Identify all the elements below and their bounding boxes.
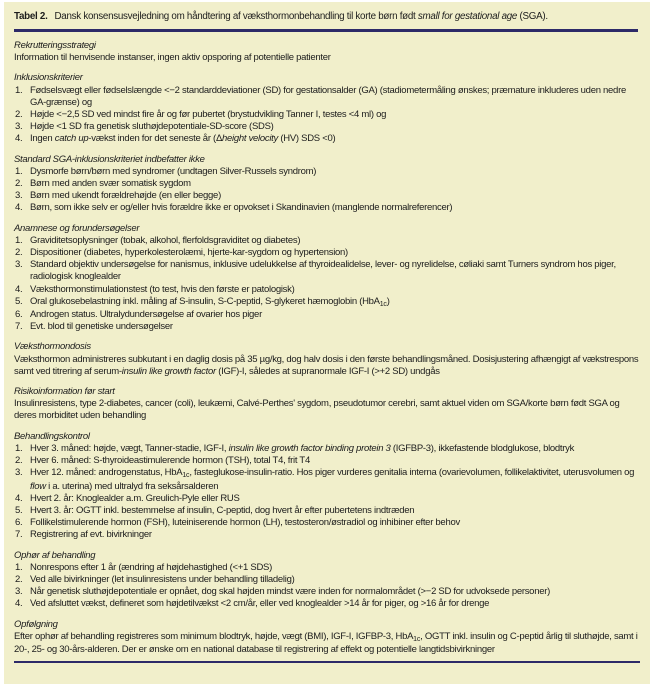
paragraph: [14, 631, 640, 656]
item-number: 3.: [15, 121, 23, 133]
item-number: 2.: [15, 178, 23, 190]
item-text: Højde <−2,5 SD ved mindst fire år og før pubertet (brystudvikling Tanner I, testes <4 ml) og: [30, 109, 387, 121]
section: [13, 619, 640, 657]
item-text: Børn med anden svær somatisk sygdom: [30, 178, 191, 190]
list-item: [13, 259, 640, 283]
list-item: [13, 309, 640, 321]
item-number: 7.: [15, 529, 23, 541]
section-heading: Behandlingskontrol: [14, 430, 90, 442]
list-item: [13, 467, 640, 492]
item-text: Ved afsluttet vækst, defineret som højdetilvækst <2 cm/år, eller ved knoglealder >14 år for piger, og >16 år for drenge: [30, 598, 490, 610]
bottom-rule: [14, 661, 640, 663]
list-item: [13, 505, 640, 517]
list-item: [13, 121, 640, 133]
list-item: [13, 109, 640, 121]
table-2-panel: [4, 2, 650, 684]
item-text: Børn, som ikke selv er og/eller hvis forældre ikke er opvokset i Skandinavien (manglende normalreferencer): [30, 202, 453, 214]
item-number: 4.: [15, 492, 23, 504]
list-item: [13, 85, 640, 109]
item-number: 3.: [15, 259, 23, 271]
item-number: 2.: [15, 455, 23, 467]
section: [13, 550, 640, 611]
list-item: [13, 598, 640, 610]
section-heading: Inklusionskriterier: [14, 72, 83, 84]
item-number: 6.: [15, 517, 23, 529]
item-number: 2.: [15, 247, 23, 259]
list-item: [13, 529, 640, 541]
item-text: Insulinresistens, type 2-diabetes, cancer (coli), leukæmi, Calvé-Perthes' sygdom, pseudotumor cerebri, samt aktuel viden om SGA/korte børn født SGA og deres morbiditet uden behandling: [14, 398, 620, 422]
item-text: Hver 3. måned: højde, vægt, Tanner-stadie, IGF-I, insulin like growth factor binding protein 3 (IGFBP-3), ikkefastende blodglukose, blodtryk: [30, 442, 575, 454]
item-number: 1.: [15, 84, 23, 96]
item-text: Nonrespons efter 1 år (ændring af højdehastighed (<+1 SDS): [30, 561, 272, 573]
item-number: 3.: [15, 467, 23, 479]
paragraph: [14, 354, 640, 378]
section: [13, 40, 640, 64]
item-number: 3.: [15, 190, 23, 202]
item-text: Androgen status. Ultralydundersøgelse af ovarier hos piger: [30, 309, 262, 321]
item-text: Efter ophør af behandling registreres som minimum blodtryk, højde, vægt (BMI), IGF-I, IGFBP-3, HbA$_{1c}$, OGTT inkl. insulin og C-peptid årlig til sluthøjde, samt i 20-, 25- og 30-års-alderen. Der er ønske om en national database til registrering af effekt og potentielle langtidsbivirkninger: [14, 630, 638, 655]
item-text: Dispositioner (diabetes, hyperkolesterolæmi, hjerte-kar-sygdom og hypertension): [30, 247, 348, 259]
section: [13, 223, 640, 334]
item-number: 1.: [15, 165, 23, 177]
section: [13, 154, 640, 215]
item-number: 5.: [15, 295, 23, 307]
item-text: Når genetisk sluthøjdepotentiale er opnået, dog skal højden mindst være inden for normalområdet (>−2 SD for udvoksede personer): [30, 586, 550, 598]
list-item: [13, 493, 640, 505]
item-text: Evt. blod til genetiske undersøgelser: [30, 321, 173, 333]
item-text: Væksthormon administreres subkutant i en daglig dosis på 35 µg/kg, dog halv dosis i den første behandlingsmåned. Dosisjustering afhængigt af vækstrespons samt ved titrering af serum-insulin like growth factor (IGF)-I, således at supranormale IGF-I (>+2 SD) undgås: [14, 353, 639, 377]
list-item: [13, 133, 640, 145]
table-caption: [14, 11, 639, 23]
list-item: [13, 562, 640, 574]
item-text: Standard objektiv undersøgelse for nanismus, inklusive udelukkelse af thyroidealidelse, lever- og nyrelidelse, cøliaki samt Turners syndrom hos piger, radiologisk knoglealder: [30, 259, 616, 283]
section-heading: Ophør af behandling: [14, 549, 96, 561]
item-text: Oral glukosebelastning inkl. måling af S-insulin, S-C-peptid, S-glykeret hæmoglobin (HbA$_{1c}$): [30, 295, 390, 308]
item-number: 4.: [15, 598, 23, 610]
list-item: [13, 321, 640, 333]
list-item: [13, 190, 640, 202]
item-text: Registrering af evt. bivirkninger: [30, 529, 152, 541]
section: [13, 72, 640, 145]
paragraph: [14, 52, 640, 64]
item-number: 6.: [15, 309, 23, 321]
list-item: [13, 247, 640, 259]
paragraph: [14, 398, 640, 422]
list-item: [13, 235, 640, 247]
item-number: 1.: [15, 234, 23, 246]
item-text: Ved alle bivirkninger (let insulinresistens under behandling tilladelig): [30, 573, 295, 585]
item-text: Follikelstimulerende hormon (FSH), luteiniserende hormon (LH), testosteron/østradiol og inhibiner efter behov: [30, 517, 460, 529]
list-item: [13, 296, 640, 309]
sections-container: [13, 40, 640, 656]
list-item: [13, 284, 640, 296]
table-label: Tabel 2.: [14, 11, 48, 22]
section-heading: Væksthormondosis: [14, 341, 91, 353]
table-caption-text: Dansk konsensusvejledning om håndtering af væksthormonbehandling til korte børn født small for gestational age (SGA).: [54, 11, 548, 22]
item-number: 3.: [15, 586, 23, 598]
section-heading: Rekrutteringsstrategi: [14, 40, 96, 51]
item-text: Hvert 3. år: OGTT inkl. bestemmelse af insulin, C-peptid, dog hvert år efter pubertetens indtræden: [30, 504, 415, 516]
item-number: 1.: [15, 561, 23, 573]
item-text: Fødselsvægt eller fødselslængde <−2 standarddeviationer (SD) for gestationsalder (GA) (stadiometermåling ønskes; præmature inkluderes uden nedre GA-grænse) og: [30, 84, 626, 108]
list-item: [13, 586, 640, 598]
item-number: 5.: [15, 504, 23, 516]
section-heading: Opfølgning: [14, 618, 58, 630]
table-2-inner: [4, 2, 650, 656]
item-text: Væksthormonstimulationstest (to test, hvis den første er patologisk): [30, 283, 295, 295]
list-item: [13, 202, 640, 214]
item-text: Højde <1 SD fra genetisk sluthøjdepotentiale-SD-score (SDS): [30, 121, 274, 133]
list-item: [13, 455, 640, 467]
section: [13, 431, 640, 542]
item-number: 2.: [15, 573, 23, 585]
item-text: Ingen catch up-vækst inden for det seneste år (Δheight velocity (HV) SDS <0): [30, 133, 336, 145]
item-number: 4.: [15, 283, 23, 295]
section: [13, 341, 640, 378]
section-heading: Standard SGA-inklusionskriteriet indbefatter ikke: [14, 153, 205, 165]
list-item: [13, 178, 640, 190]
section-heading: Risikoinformation før start: [14, 386, 115, 398]
item-text: Graviditetsoplysninger (tobak, alkohol, flerfoldsgraviditet og diabetes): [30, 234, 301, 246]
list-item: [13, 166, 640, 178]
item-number: 4.: [15, 133, 23, 145]
item-text: Dysmorfe børn/børn med syndromer (undtagen Silver-Russels syndrom): [30, 165, 317, 177]
item-text: Hver 6. måned: S-thyroideastimulerende hormon (TSH), total T4, frit T4: [30, 455, 310, 467]
item-text: Børn med ukendt forældrehøjde (en eller begge): [30, 190, 221, 202]
list-item: [13, 443, 640, 455]
top-rule: [14, 29, 638, 32]
item-number: 7.: [15, 321, 23, 333]
item-number: 1.: [15, 442, 23, 454]
item-number: 4.: [15, 202, 23, 214]
item-text: Hvert 2. år: Knoglealder a.m. Greulich-Pyle eller RUS: [30, 492, 240, 504]
section-heading: Anamnese og forundersøgelser: [14, 222, 140, 234]
list-item: [13, 517, 640, 529]
item-number: 2.: [15, 109, 23, 121]
section: [13, 386, 640, 423]
item-text: Hver 12. måned: androgenstatus, HbA$_{1c}$, fasteglukose-insulin-ratio. Hos piger vurderes genitalia interna (ovarievolumen, follikelaktivitet, uterusvolumen og flow i a. uterina) med ultralyd fra seksårsalderen: [30, 467, 635, 492]
list-item: [13, 574, 640, 586]
item-text: Information til henvisende instanser, ingen aktiv opsporing af potentielle patienter: [14, 52, 331, 64]
